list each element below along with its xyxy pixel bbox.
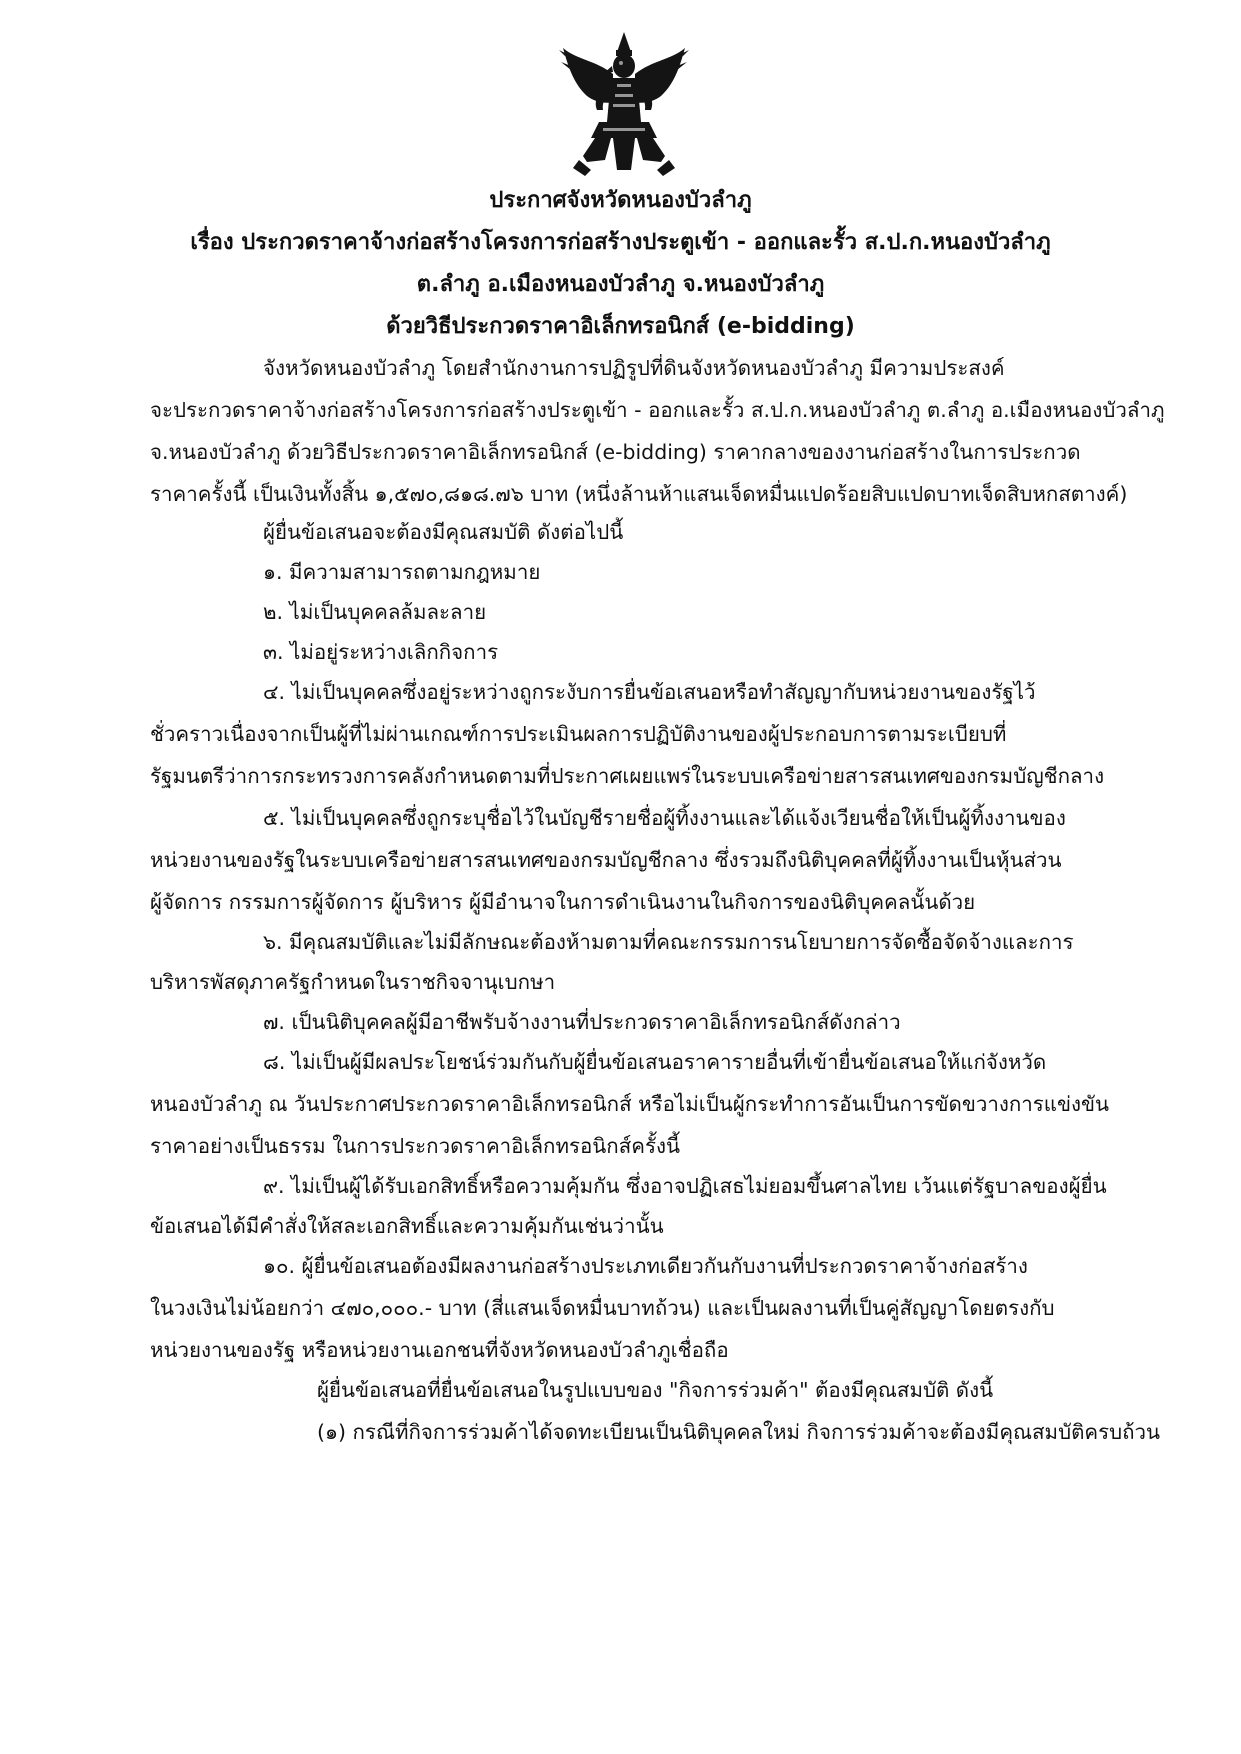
qualifications-intro: ผู้ยื่นข้อเสนอจะต้องมีคุณสมบัติ ดังต่อไปนี้ [263, 520, 624, 544]
joint-venture-item-1: (๑) กรณีที่กิจการร่วมค้าได้จดทะเบียนเป็นนิติบุคคลใหม่ กิจการร่วมค้าจะต้องมีคุณสมบัติครบถ้วน [317, 1420, 1161, 1444]
qualification-item-10-cont: หน่วยงานของรัฐ หรือหน่วยงานเอกชนที่จังหวัดหนองบัวลำภูเชื่อถือ [150, 1338, 729, 1362]
garuda-emblem-icon [555, 30, 693, 180]
procurement-method: ด้วยวิธีประกวดราคาอิเล็กทรอนิกส์ (e-bidding) [386, 314, 855, 339]
qualification-item-10-cont: ในวงเงินไม่น้อยกว่า ๔๗๐,๐๐๐.- บาท (สี่แสนเจ็ดหมื่นบาทถ้วน) และเป็นผลงานที่เป็นคู่สัญญาโดยตรงกับ [150, 1296, 1055, 1320]
qualification-item-6-cont: บริหารพัสดุภาครัฐกำหนดในราชกิจจานุเบกษา [150, 970, 556, 994]
qualification-item-2: ๒. ไม่เป็นบุคคลล้มละลาย [263, 600, 487, 624]
qualification-item-5-cont: ผู้จัดการ กรรมการผู้จัดการ ผู้บริหาร ผู้มีอำนาจในการดำเนินงานในกิจการของนิติบุคคลนั้นด้วย [150, 890, 976, 914]
intro-line: ราคาครั้งนี้ เป็นเงินทั้งสิ้น ๑,๕๗๐,๘๑๘.๗๖ บาท (หนึ่งล้านห้าแสนเจ็ดหมื่นแปดร้อยสิบแปดบาทเจ็ดสิบหกสตางค์) [150, 482, 1128, 506]
qualification-item-4-cont: รัฐมนตรีว่าการกระทรวงการคลังกำหนดตามที่ประกาศเผยแพร่ในระบบเครือข่ายสารสนเทศของกรมบัญชีกลาง [150, 764, 1105, 788]
announcement-subject-line2: ต.ลำภู อ.เมืองหนองบัวลำภู จ.หนองบัวลำภู [416, 272, 825, 297]
joint-venture-intro: ผู้ยื่นข้อเสนอที่ยื่นข้อเสนอในรูปแบบของ "กิจการร่วมค้า" ต้องมีคุณสมบัติ ดังนี้ [317, 1378, 994, 1402]
qualification-item-5-cont: หน่วยงานของรัฐในระบบเครือข่ายสารสนเทศของกรมบัญชีกลาง ซึ่งรวมถึงนิติบุคคลที่ผู้ทิ้งงานเป็นหุ้นส่วน [150, 848, 1062, 872]
qualification-item-8-cont: หนองบัวลำภู ณ วันประกาศประกวดราคาอิเล็กทรอนิกส์ หรือไม่เป็นผู้กระทำการอันเป็นการขัดขวางการแข่งขัน [150, 1092, 1110, 1116]
qualification-item-4-cont: ชั่วคราวเนื่องจากเป็นผู้ที่ไม่ผ่านเกณฑ์การประเมินผลการปฏิบัติงานของผู้ประกอบการตามระเบียบที่ [150, 722, 1007, 746]
intro-line: จังหวัดหนองบัวลำภู โดยสำนักงานการปฏิรูปที่ดินจังหวัดหนองบัวลำภู มีความประสงค์ [263, 356, 1005, 380]
announcement-subject-line1: เรื่อง ประกวดราคาจ้างก่อสร้างโครงการก่อสร้างประตูเข้า - ออกและรั้ว ส.ป.ก.หนองบัวลำภู [190, 230, 1051, 255]
qualification-item-1: ๑. มีความสามารถตามกฎหมาย [263, 560, 541, 584]
qualification-item-9: ๙. ไม่เป็นผู้ได้รับเอกสิทธิ์หรือความคุ้มกัน ซึ่งอาจปฏิเสธไม่ยอมขึ้นศาลไทย เว้นแต่รัฐบาลของผู้ยื่น [263, 1174, 1107, 1198]
qualification-item-4: ๔. ไม่เป็นบุคคลซึ่งอยู่ระหว่างถูกระงับการยื่นข้อเสนอหรือทำสัญญากับหน่วยงานของรัฐไว้ [263, 680, 1036, 704]
intro-line: จะประกวดราคาจ้างก่อสร้างโครงการก่อสร้างประตูเข้า - ออกและรั้ว ส.ป.ก.หนองบัวลำภู ต.ลำภู อ.เมืองหนองบัวลำภู [150, 398, 1165, 422]
qualification-item-7: ๗. เป็นนิติบุคคลผู้มีอาชีพรับจ้างงานที่ประกวดราคาอิเล็กทรอนิกส์ดังกล่าว [263, 1010, 901, 1034]
qualification-item-10: ๑๐. ผู้ยื่นข้อเสนอต้องมีผลงานก่อสร้างประเภทเดียวกันกับงานที่ประกวดราคาจ้างก่อสร้าง [263, 1254, 1028, 1278]
intro-line: จ.หนองบัวลำภู ด้วยวิธีประกวดราคาอิเล็กทรอนิกส์ (e-bidding) ราคากลางของงานก่อสร้างในการประกวด [150, 440, 1081, 464]
qualification-item-8: ๘. ไม่เป็นผู้มีผลประโยชน์ร่วมกันกับผู้ยื่นข้อเสนอราคารายอื่นที่เข้ายื่นข้อเสนอให้แก่จังหวัด [263, 1050, 1047, 1074]
qualification-item-9-cont: ข้อเสนอได้มีคำสั่งให้สละเอกสิทธิ์และความคุ้มกันเช่นว่านั้น [150, 1214, 664, 1238]
qualification-item-5: ๕. ไม่เป็นบุคคลซึ่งถูกระบุชื่อไว้ในบัญชีรายชื่อผู้ทิ้งงานและได้แจ้งเวียนชื่อให้เป็นผู้ทิ้งงานของ [263, 806, 1066, 830]
qualification-item-3: ๓. ไม่อยู่ระหว่างเลิกกิจการ [263, 640, 499, 664]
announcement-title: ประกาศจังหวัดหนองบัวลำภู [489, 188, 752, 213]
qualification-item-6: ๖. มีคุณสมบัติและไม่มีลักษณะต้องห้ามตามที่คณะกรรมการนโยบายการจัดซื้อจัดจ้างและการ [263, 930, 1074, 954]
qualification-item-8-cont: ราคาอย่างเป็นธรรม ในการประกวดราคาอิเล็กทรอนิกส์ครั้งนี้ [150, 1134, 680, 1158]
